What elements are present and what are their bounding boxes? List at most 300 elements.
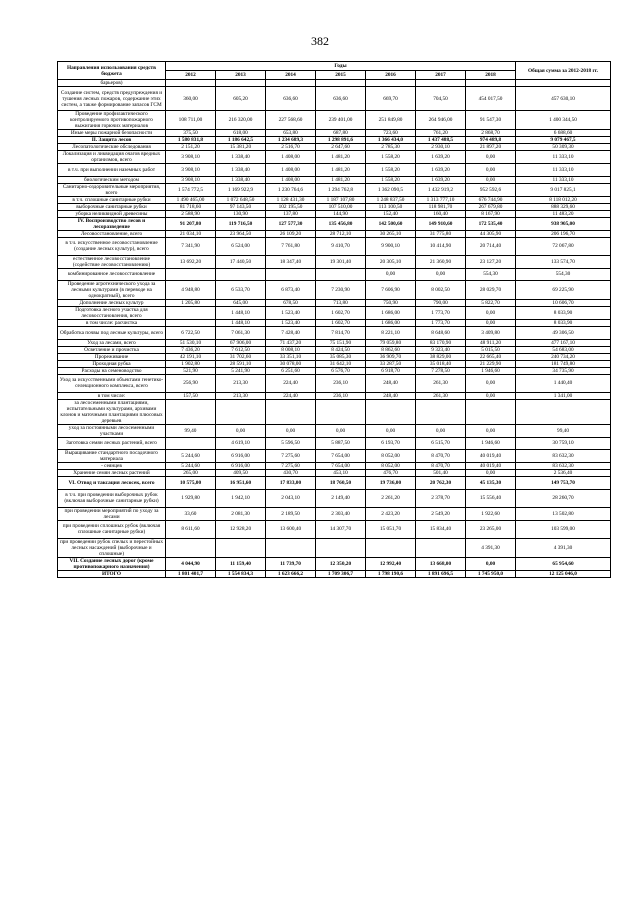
- row-value-cell: 40 019,40: [466, 463, 516, 470]
- row-value-cell: 2 868,70: [466, 130, 516, 137]
- row-value-cell: 33 351,10: [266, 353, 316, 360]
- row-label: Санитарно-оздоровительные мероприятия, всего: [58, 183, 166, 196]
- row-label: ИТОГО: [58, 570, 166, 577]
- row-value-cell: 137,80: [266, 210, 316, 217]
- year-header: 2012: [166, 71, 216, 80]
- row-label: барьеров): [58, 80, 166, 87]
- year-header: 2016: [366, 71, 416, 80]
- row-value-cell: 30 265,10: [366, 230, 416, 237]
- row-label: Заготовка семян лесных растений, всего: [58, 437, 166, 450]
- row-value-cell: 0,00: [466, 176, 516, 183]
- row-value-cell: 1 942,10: [216, 489, 266, 507]
- row-value-cell: 3 908,10: [166, 164, 216, 177]
- row-value-cell: 28 712,10: [316, 230, 366, 237]
- row-value-cell: 213,30: [216, 374, 266, 392]
- row-value-cell: 11 159,40: [216, 557, 266, 570]
- row-value-cell: 2 647,60: [316, 144, 366, 151]
- row-value-cell: 5 822,70: [466, 300, 516, 307]
- row-total-cell: 83 632,30: [516, 463, 611, 470]
- row-value-cell: 20 762,30: [416, 477, 466, 490]
- row-value-cell: 2 930,10: [416, 144, 466, 151]
- row-value-cell: 5 887,50: [316, 437, 366, 450]
- row-value-cell: [166, 399, 216, 424]
- table-row: [58, 424, 611, 437]
- row-value-cell: 8 648,60: [416, 327, 466, 340]
- row-value-cell: 2 588,90: [166, 210, 216, 217]
- row-value-cell: 48 911,20: [466, 339, 516, 346]
- row-value-cell: 8 052,00: [366, 463, 416, 470]
- row-value-cell: 0,00: [466, 392, 516, 399]
- row-value-cell: 6 251,60: [266, 367, 316, 374]
- row-label: биологическим методом: [58, 176, 166, 183]
- row-value-cell: 7 341,90: [166, 237, 216, 255]
- row-value-cell: 6 533,70: [216, 281, 266, 300]
- row-value-cell: 3 409,80: [466, 327, 516, 340]
- row-label: в т.ч. при выполнении наземных работ: [58, 164, 166, 177]
- row-total-cell: 54 683,00: [516, 346, 611, 353]
- row-value-cell: 554,30: [466, 268, 516, 281]
- row-value-cell: 409,50: [216, 470, 266, 477]
- row-label: Создание систем, средств предупреждения и тушения лесных пожаров, содержание этих систем, а также формирование запасов ГСМ: [58, 87, 166, 111]
- table-row: [58, 130, 611, 137]
- row-value-cell: 12 350,20: [316, 557, 366, 570]
- years-header: Годы: [166, 62, 516, 71]
- row-total-cell: 34 735,90: [516, 367, 611, 374]
- row-total-cell: 1 400 344,50: [516, 111, 611, 130]
- row-label: VII. Создание лесных дорог (кроме противопожарного назначения): [58, 557, 166, 570]
- row-value-cell: 0,00: [366, 268, 416, 281]
- row-value-cell: 236,10: [316, 392, 366, 399]
- row-value-cell: 521,90: [166, 367, 216, 374]
- row-value-cell: 1 623 666,2: [266, 570, 316, 577]
- total-header: Общая сумма за 2012-2018 гг.: [516, 62, 611, 80]
- row-value-cell: 1 205,80: [166, 300, 216, 307]
- row-value-cell: 6 515,70: [416, 437, 466, 450]
- row-value-cell: 21 360,90: [416, 255, 466, 268]
- row-label: уборка неликвидной древесины: [58, 210, 166, 217]
- row-value-cell: 6 524,00: [216, 237, 266, 255]
- row-value-cell: 9 410,70: [316, 237, 366, 255]
- row-value-cell: 7 814,70: [316, 327, 366, 340]
- row-value-cell: 35 018,40: [416, 360, 466, 367]
- row-value-cell: 7 654,00: [316, 463, 366, 470]
- row-value-cell: 83 170,90: [416, 339, 466, 346]
- table-row: [58, 320, 611, 327]
- row-label: Дополнение лесных культур: [58, 300, 166, 307]
- row-value-cell: 1 686,00: [366, 307, 416, 320]
- year-header: 2017: [416, 71, 466, 80]
- row-value-cell: 227 568,60: [266, 111, 316, 130]
- row-label: Проведение агротехнического ухода за лесными культурами (в переводе на однократный), всего: [58, 281, 166, 300]
- row-value-cell: 7 654,00: [316, 450, 366, 463]
- row-value-cell: 152,40: [366, 210, 416, 217]
- row-total-cell: 2 536,40: [516, 470, 611, 477]
- row-value-cell: 1 798 190,6: [366, 570, 416, 577]
- row-value-cell: 15 051,70: [366, 520, 416, 538]
- row-value-cell: 1 448,10: [216, 320, 266, 327]
- row-value-cell: 2 261,20: [366, 489, 416, 507]
- table-row: [58, 203, 611, 210]
- row-value-cell: 236,10: [316, 374, 366, 392]
- row-value-cell: 1 169 922,9: [216, 183, 266, 196]
- row-value-cell: 248,40: [366, 374, 416, 392]
- row-total-cell: 554,30: [516, 268, 611, 281]
- table-row: [58, 374, 611, 392]
- row-value-cell: 13 692,20: [166, 255, 216, 268]
- row-value-cell: 21 897,20: [466, 144, 516, 151]
- row-value-cell: 1 298 891,6: [316, 137, 366, 144]
- row-value-cell: 4 619,10: [216, 437, 266, 450]
- row-value-cell: 2 303,40: [316, 507, 366, 520]
- row-value-cell: [166, 437, 216, 450]
- row-value-cell: 142 500,60: [366, 217, 416, 230]
- row-value-cell: 1 437 488,5: [416, 137, 466, 144]
- row-value-cell: 0,00: [466, 164, 516, 177]
- row-total-cell: 65 954,60: [516, 557, 611, 570]
- row-value-cell: 12 992,40: [366, 557, 416, 570]
- row-value-cell: 51 530,10: [166, 339, 216, 346]
- row-value-cell: 1 946,60: [466, 367, 516, 374]
- row-value-cell: 360,00: [166, 87, 216, 111]
- row-value-cell: 1 448,10: [216, 307, 266, 320]
- table-row: [58, 176, 611, 183]
- row-value-cell: 42 191,10: [166, 353, 216, 360]
- table-row: [58, 137, 611, 144]
- row-value-cell: 952 592,6: [466, 183, 516, 196]
- row-value-cell: 1 902,80: [166, 360, 216, 367]
- row-value-cell: 761,20: [416, 130, 466, 137]
- row-value-cell: 149 910,60: [416, 217, 466, 230]
- row-value-cell: 8 052,00: [366, 450, 416, 463]
- row-total-cell: 149 753,70: [516, 477, 611, 490]
- row-value-cell: [366, 538, 416, 557]
- row-value-cell: 5 596,50: [266, 437, 316, 450]
- row-value-cell: 669,70: [366, 87, 416, 111]
- table-row: [58, 230, 611, 237]
- row-value-cell: 7 278,50: [416, 367, 466, 374]
- row-value-cell: 1 490 465,00: [166, 196, 216, 203]
- row-value-cell: [266, 80, 316, 87]
- row-value-cell: 1 558,20: [366, 176, 416, 183]
- row-total-cell: 1 341,00: [516, 392, 611, 399]
- row-total-cell: 4 391,30: [516, 538, 611, 557]
- table-row: [58, 437, 611, 450]
- table-row: [58, 520, 611, 538]
- row-value-cell: 67 906,00: [216, 339, 266, 346]
- row-value-cell: 8 008,10: [266, 346, 316, 353]
- row-value-cell: 75 151,90: [316, 339, 366, 346]
- row-value-cell: 256,90: [166, 374, 216, 392]
- row-value-cell: 5 244,60: [166, 463, 216, 470]
- row-value-cell: 1 709 306,7: [316, 570, 366, 577]
- row-value-cell: [466, 399, 516, 424]
- row-label: Расходы на семеноводство: [58, 367, 166, 374]
- table-row: [58, 300, 611, 307]
- page-number: 382: [311, 34, 329, 48]
- row-value-cell: [166, 538, 216, 557]
- row-value-cell: 23 265,00: [466, 520, 516, 538]
- row-value-cell: 31 702,60: [216, 353, 266, 360]
- row-value-cell: 1 186 642,5: [216, 137, 266, 144]
- row-total-cell: 457 630,10: [516, 87, 611, 111]
- row-value-cell: 44 305,90: [466, 230, 516, 237]
- row-label: комбинированное лесовосстановление: [58, 268, 166, 281]
- row-value-cell: 676 744,90: [466, 196, 516, 203]
- row-value-cell: 7 275,60: [266, 450, 316, 463]
- row-value-cell: 430,70: [266, 470, 316, 477]
- row-value-cell: 704,50: [416, 87, 466, 111]
- row-value-cell: 1 338,40: [216, 176, 266, 183]
- row-value-cell: 1 554 834,3: [216, 570, 266, 577]
- table-row: [58, 281, 611, 300]
- row-value-cell: 23 964,50: [216, 230, 266, 237]
- row-value-cell: 1 602,70: [316, 320, 366, 327]
- row-value-cell: 35 085,30: [316, 353, 366, 360]
- row-value-cell: 8 002,50: [416, 281, 466, 300]
- row-value-cell: 19 301,40: [316, 255, 366, 268]
- row-value-cell: [166, 307, 216, 320]
- row-value-cell: 2 149,40: [316, 489, 366, 507]
- row-label: Проходная рубка: [58, 360, 166, 367]
- table-row: [58, 210, 611, 217]
- row-value-cell: 26 109,20: [266, 230, 316, 237]
- table-row: [58, 87, 611, 111]
- table-row: [58, 463, 611, 470]
- row-value-cell: [266, 538, 316, 557]
- row-value-cell: 127 577,30: [266, 217, 316, 230]
- row-value-cell: 10 575,00: [166, 477, 216, 490]
- table-row: [58, 151, 611, 164]
- row-value-cell: 216 320,00: [216, 111, 266, 130]
- row-value-cell: [216, 399, 266, 424]
- row-value-cell: 172 535,40: [466, 217, 516, 230]
- table-row: [58, 360, 611, 367]
- row-value-cell: 14 307,70: [316, 520, 366, 538]
- row-value-cell: 108 711,00: [166, 111, 216, 130]
- row-total-cell: 888 329,60: [516, 203, 611, 210]
- row-value-cell: 8 862,60: [366, 346, 416, 353]
- row-total-cell: 938 905,00: [516, 217, 611, 230]
- row-value-cell: 9 323,40: [416, 346, 466, 353]
- row-value-cell: 618,00: [216, 130, 266, 137]
- row-value-cell: 2 043,10: [266, 489, 316, 507]
- row-total-cell: [516, 80, 611, 87]
- row-label: IV. Воспроизводство лесов и лесоразведение: [58, 217, 166, 230]
- table-row: [58, 570, 611, 577]
- row-label: Обработка почвы под лесные культуры, всего: [58, 327, 166, 340]
- row-value-cell: 678,50: [266, 300, 316, 307]
- row-value-cell: 33,60: [166, 507, 216, 520]
- row-value-cell: 18 760,50: [316, 477, 366, 490]
- row-value-cell: 1 558,20: [366, 164, 416, 177]
- row-value-cell: 750,90: [366, 300, 416, 307]
- row-value-cell: 7 606,90: [366, 281, 416, 300]
- row-total-cell: 103 599,00: [516, 520, 611, 538]
- table-row: [58, 80, 611, 87]
- row-value-cell: 13 668,00: [416, 557, 466, 570]
- row-value-cell: 0,00: [466, 557, 516, 570]
- table-row: [58, 183, 611, 196]
- row-value-cell: 1 338,40: [216, 164, 266, 177]
- row-value-cell: 45 135,30: [466, 477, 516, 490]
- row-value-cell: 239 401,00: [316, 111, 366, 130]
- row-value-cell: 31 642,10: [316, 360, 366, 367]
- row-label: Проведение профилактического контролируемого противопожарного выжигания горючих материалов: [58, 111, 166, 130]
- table-row: [58, 392, 611, 399]
- row-total-cell: 28 260,70: [516, 489, 611, 507]
- row-value-cell: 7 275,60: [266, 463, 316, 470]
- row-value-cell: 1 891 696,5: [416, 570, 466, 577]
- row-value-cell: 476,70: [366, 470, 416, 477]
- row-value-cell: 1 338,40: [216, 151, 266, 164]
- row-value-cell: 1 558,20: [366, 151, 416, 164]
- row-value-cell: 251 849,80: [366, 111, 416, 130]
- row-value-cell: 8 424,50: [316, 346, 366, 353]
- row-value-cell: [416, 538, 466, 557]
- row-total-cell: 133 574,70: [516, 255, 611, 268]
- row-value-cell: 1 234 689,3: [266, 137, 316, 144]
- row-value-cell: 33 287,50: [366, 360, 416, 367]
- row-value-cell: 0,00: [466, 320, 516, 327]
- row-value-cell: 0,00: [316, 424, 366, 437]
- row-value-cell: 9 900,10: [366, 237, 416, 255]
- row-value-cell: 20 305,10: [366, 255, 416, 268]
- row-value-cell: 645,00: [216, 300, 266, 307]
- table-row: [58, 399, 611, 424]
- row-value-cell: 7 612,50: [216, 346, 266, 353]
- row-value-cell: 6 193,70: [366, 437, 416, 450]
- row-value-cell: 4 044,90: [166, 557, 216, 570]
- row-value-cell: 1 313 777,10: [416, 196, 466, 203]
- row-value-cell: 81 718,60: [166, 203, 216, 210]
- row-value-cell: [216, 538, 266, 557]
- row-value-cell: 31 775,80: [416, 230, 466, 237]
- row-total-cell: 11 333,10: [516, 151, 611, 164]
- row-value-cell: 0,00: [466, 424, 516, 437]
- row-total-cell: 69 225,90: [516, 281, 611, 300]
- row-value-cell: 1 432 919,2: [416, 183, 466, 196]
- row-value-cell: 1 639,20: [416, 176, 466, 183]
- row-label: Лесопатологические обследования: [58, 144, 166, 151]
- row-total-cell: 8 033,90: [516, 307, 611, 320]
- row-value-cell: 28 591,10: [216, 360, 266, 367]
- row-value-cell: 7 230,90: [316, 281, 366, 300]
- row-value-cell: 119 716,50: [216, 217, 266, 230]
- row-value-cell: 5 015,50: [466, 346, 516, 353]
- row-value-cell: 15 834,40: [416, 520, 466, 538]
- table-row: [58, 353, 611, 360]
- row-value-cell: 1 574 772,5: [166, 183, 216, 196]
- row-value-cell: [166, 320, 216, 327]
- row-value-cell: 3 908,10: [166, 176, 216, 183]
- row-value-cell: 0,00: [466, 151, 516, 164]
- row-value-cell: 38 829,00: [416, 353, 466, 360]
- row-value-cell: 265,00: [166, 470, 216, 477]
- row-value-cell: 91 207,80: [166, 217, 216, 230]
- row-value-cell: [316, 399, 366, 424]
- row-value-cell: 1 801 401,7: [166, 570, 216, 577]
- row-value-cell: 0,00: [416, 268, 466, 281]
- row-total-cell: 6 688,60: [516, 130, 611, 137]
- row-value-cell: 8 611,60: [166, 520, 216, 538]
- row-label: Уход за искусственными объектами генетико-селекционного комплекса, всего: [58, 374, 166, 392]
- row-value-cell: 6 576,70: [316, 367, 366, 374]
- row-total-cell: 11 483,20: [516, 210, 611, 217]
- row-value-cell: 1 602,70: [316, 307, 366, 320]
- row-value-cell: 18 347,40: [266, 255, 316, 268]
- row-value-cell: [416, 80, 466, 87]
- row-value-cell: 0,00: [366, 424, 416, 437]
- table-row: [58, 450, 611, 463]
- row-value-cell: 636,60: [266, 87, 316, 111]
- row-value-cell: 4 948,80: [166, 281, 216, 300]
- row-total-cell: 240 734,20: [516, 353, 611, 360]
- row-value-cell: 248,40: [366, 392, 416, 399]
- table-row: [58, 557, 611, 570]
- row-value-cell: 723,60: [366, 130, 416, 137]
- row-value-cell: [316, 80, 366, 87]
- row-value-cell: 5 244,60: [166, 450, 216, 463]
- row-value-cell: 1 745 950,0: [466, 570, 516, 577]
- row-total-cell: 10 606,70: [516, 300, 611, 307]
- row-value-cell: 7 061,30: [216, 327, 266, 340]
- year-header: 2015: [316, 71, 366, 80]
- row-label: Иные меры пожарной безопасности: [58, 130, 166, 137]
- row-value-cell: 213,30: [216, 392, 266, 399]
- row-value-cell: 36 909,70: [366, 353, 416, 360]
- row-value-cell: 6 916,00: [216, 450, 266, 463]
- row-value-cell: 1 481,20: [316, 164, 366, 177]
- row-total-cell: 72 067,80: [516, 237, 611, 255]
- row-value-cell: 8 470,70: [416, 463, 466, 470]
- row-total-cell: 12 125 046,0: [516, 570, 611, 577]
- row-total-cell: 477 167,10: [516, 339, 611, 346]
- row-value-cell: 6 722,50: [166, 327, 216, 340]
- row-value-cell: 0,00: [466, 374, 516, 392]
- year-header: 2014: [266, 71, 316, 80]
- row-value-cell: 8 470,70: [416, 450, 466, 463]
- row-total-cell: 30 759,10: [516, 437, 611, 450]
- row-value-cell: 1 773,70: [416, 320, 466, 327]
- row-value-cell: 15 556,40: [466, 489, 516, 507]
- row-value-cell: 17 440,50: [216, 255, 266, 268]
- row-value-cell: 16 951,60: [216, 477, 266, 490]
- table-header: [58, 62, 611, 80]
- row-value-cell: [316, 538, 366, 557]
- row-value-cell: 0,00: [466, 470, 516, 477]
- row-total-cell: 9 017 825,1: [516, 183, 611, 196]
- row-total-cell: 83 632,30: [516, 450, 611, 463]
- row-label: выборочные санитарные рубки: [58, 203, 166, 210]
- row-value-cell: 1 408,00: [266, 151, 316, 164]
- row-value-cell: 1 580 831,8: [166, 137, 216, 144]
- table-row: [58, 507, 611, 520]
- table-row: [58, 346, 611, 353]
- row-label: Осветление и прочистка: [58, 346, 166, 353]
- table-row: [58, 339, 611, 346]
- row-value-cell: 2 151,20: [166, 144, 216, 151]
- row-value-cell: 6 873,40: [266, 281, 316, 300]
- row-value-cell: 267 679,80: [466, 203, 516, 210]
- row-value-cell: 1 187 107,80: [316, 196, 366, 203]
- row-label: в т.ч. при проведении выборочных рубок (включая выборочные санитарные рубки): [58, 489, 166, 507]
- row-value-cell: 1 639,20: [416, 151, 466, 164]
- row-value-cell: [366, 399, 416, 424]
- row-value-cell: 1 366 434,0: [366, 137, 416, 144]
- row-value-cell: 135 456,80: [316, 217, 366, 230]
- row-label: Лесовосстановление, всего: [58, 230, 166, 237]
- row-value-cell: 224,40: [266, 392, 316, 399]
